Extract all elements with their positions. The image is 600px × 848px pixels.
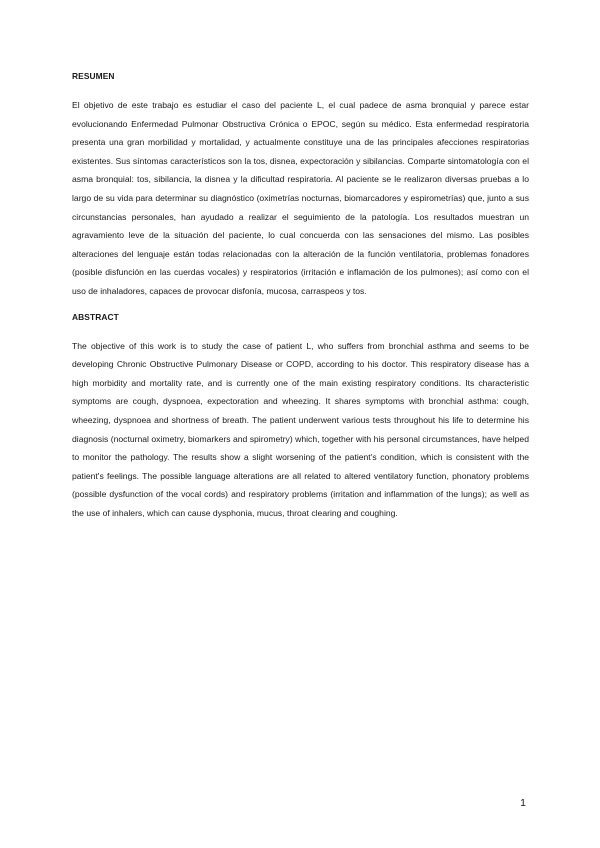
abstract-paragraph: The objective of this work is to study the case of patient L, who suffers from bronchial asthma and seems to be developing Chronic Obstructive Pulmonary Disease or COPD, according to his doctor. This respiratory disease has a high morbidity and mortality rate, and is currently one of the main existing respiratory conditions. Its characteristic symptoms are cough, dyspnoea, expectoration and wheezing. It shares symptoms with bronchial asthma: cough, wheezing, dyspnoea and shortness of breath. The patient underwent various tests throughout his life to determine his diagnosis (nocturnal oximetry, biomarkers and spirometry) which, together with his personal circumstances, have helped to monitor the pathology. The results show a slight worsening of the patient's condition, which is consistent with the patient's feelings. The possible language alterations are all related to altered ventilatory function, phonatory problems (possible dysfunction of the vocal cords) and respiratory problems (irritation and inflammation of the lungs); as well as the use of inhalers, which can cause dysphonia, mucus, throat clearing and coughing.	[72, 340, 529, 518]
section-spacer	[72, 301, 529, 311]
abstract-heading: ABSTRACT	[72, 311, 119, 322]
resumen-heading: RESUMEN	[72, 71, 115, 81]
page-number: 1	[520, 797, 526, 809]
page-content	[72, 70, 529, 522]
resumen-paragraph: El objetivo de este trabajo es estudiar el caso del paciente L, el cual padece de asma bronquial y parece estar evolucionando Enfermedad Pulmonar Obstructiva Crónica o EPOC, según su médico. Esta enfermedad respiratoria presenta una gran morbilidad y mortalidad, y actualmente constituye una de las principales afecciones respiratorias existentes. Sus síntomas característicos son la tos, disnea, expectoración y sibilancias. Comparte sintomatología con el asma bronquial: tos, sibilancia, la disnea y la dificultad respiratoria. Al paciente se le realizaron diversas pruebas a lo largo de su vida para determinar su diagnóstico (oximetrías nocturnas, biomarcadores y espirometrías) que, junto a sus circunstancias personales, han ayudado a realizar el seguimiento de la patología. Los resultados muestran un agravamiento leve de la situación del paciente, lo cual concuerda con las sensaciones del mismo. Las posibles alteraciones del lenguaje están todas relacionadas con la alteración de la función ventilatoria, problemas fonadores (posible disfunción en las cuerdas vocales) y respiratorios (irritación e inflamación de los pulmones); así como con el uso de inhaladores, capaces de provocar disfonía, mucosa, carraspeos y tos.	[72, 100, 529, 296]
